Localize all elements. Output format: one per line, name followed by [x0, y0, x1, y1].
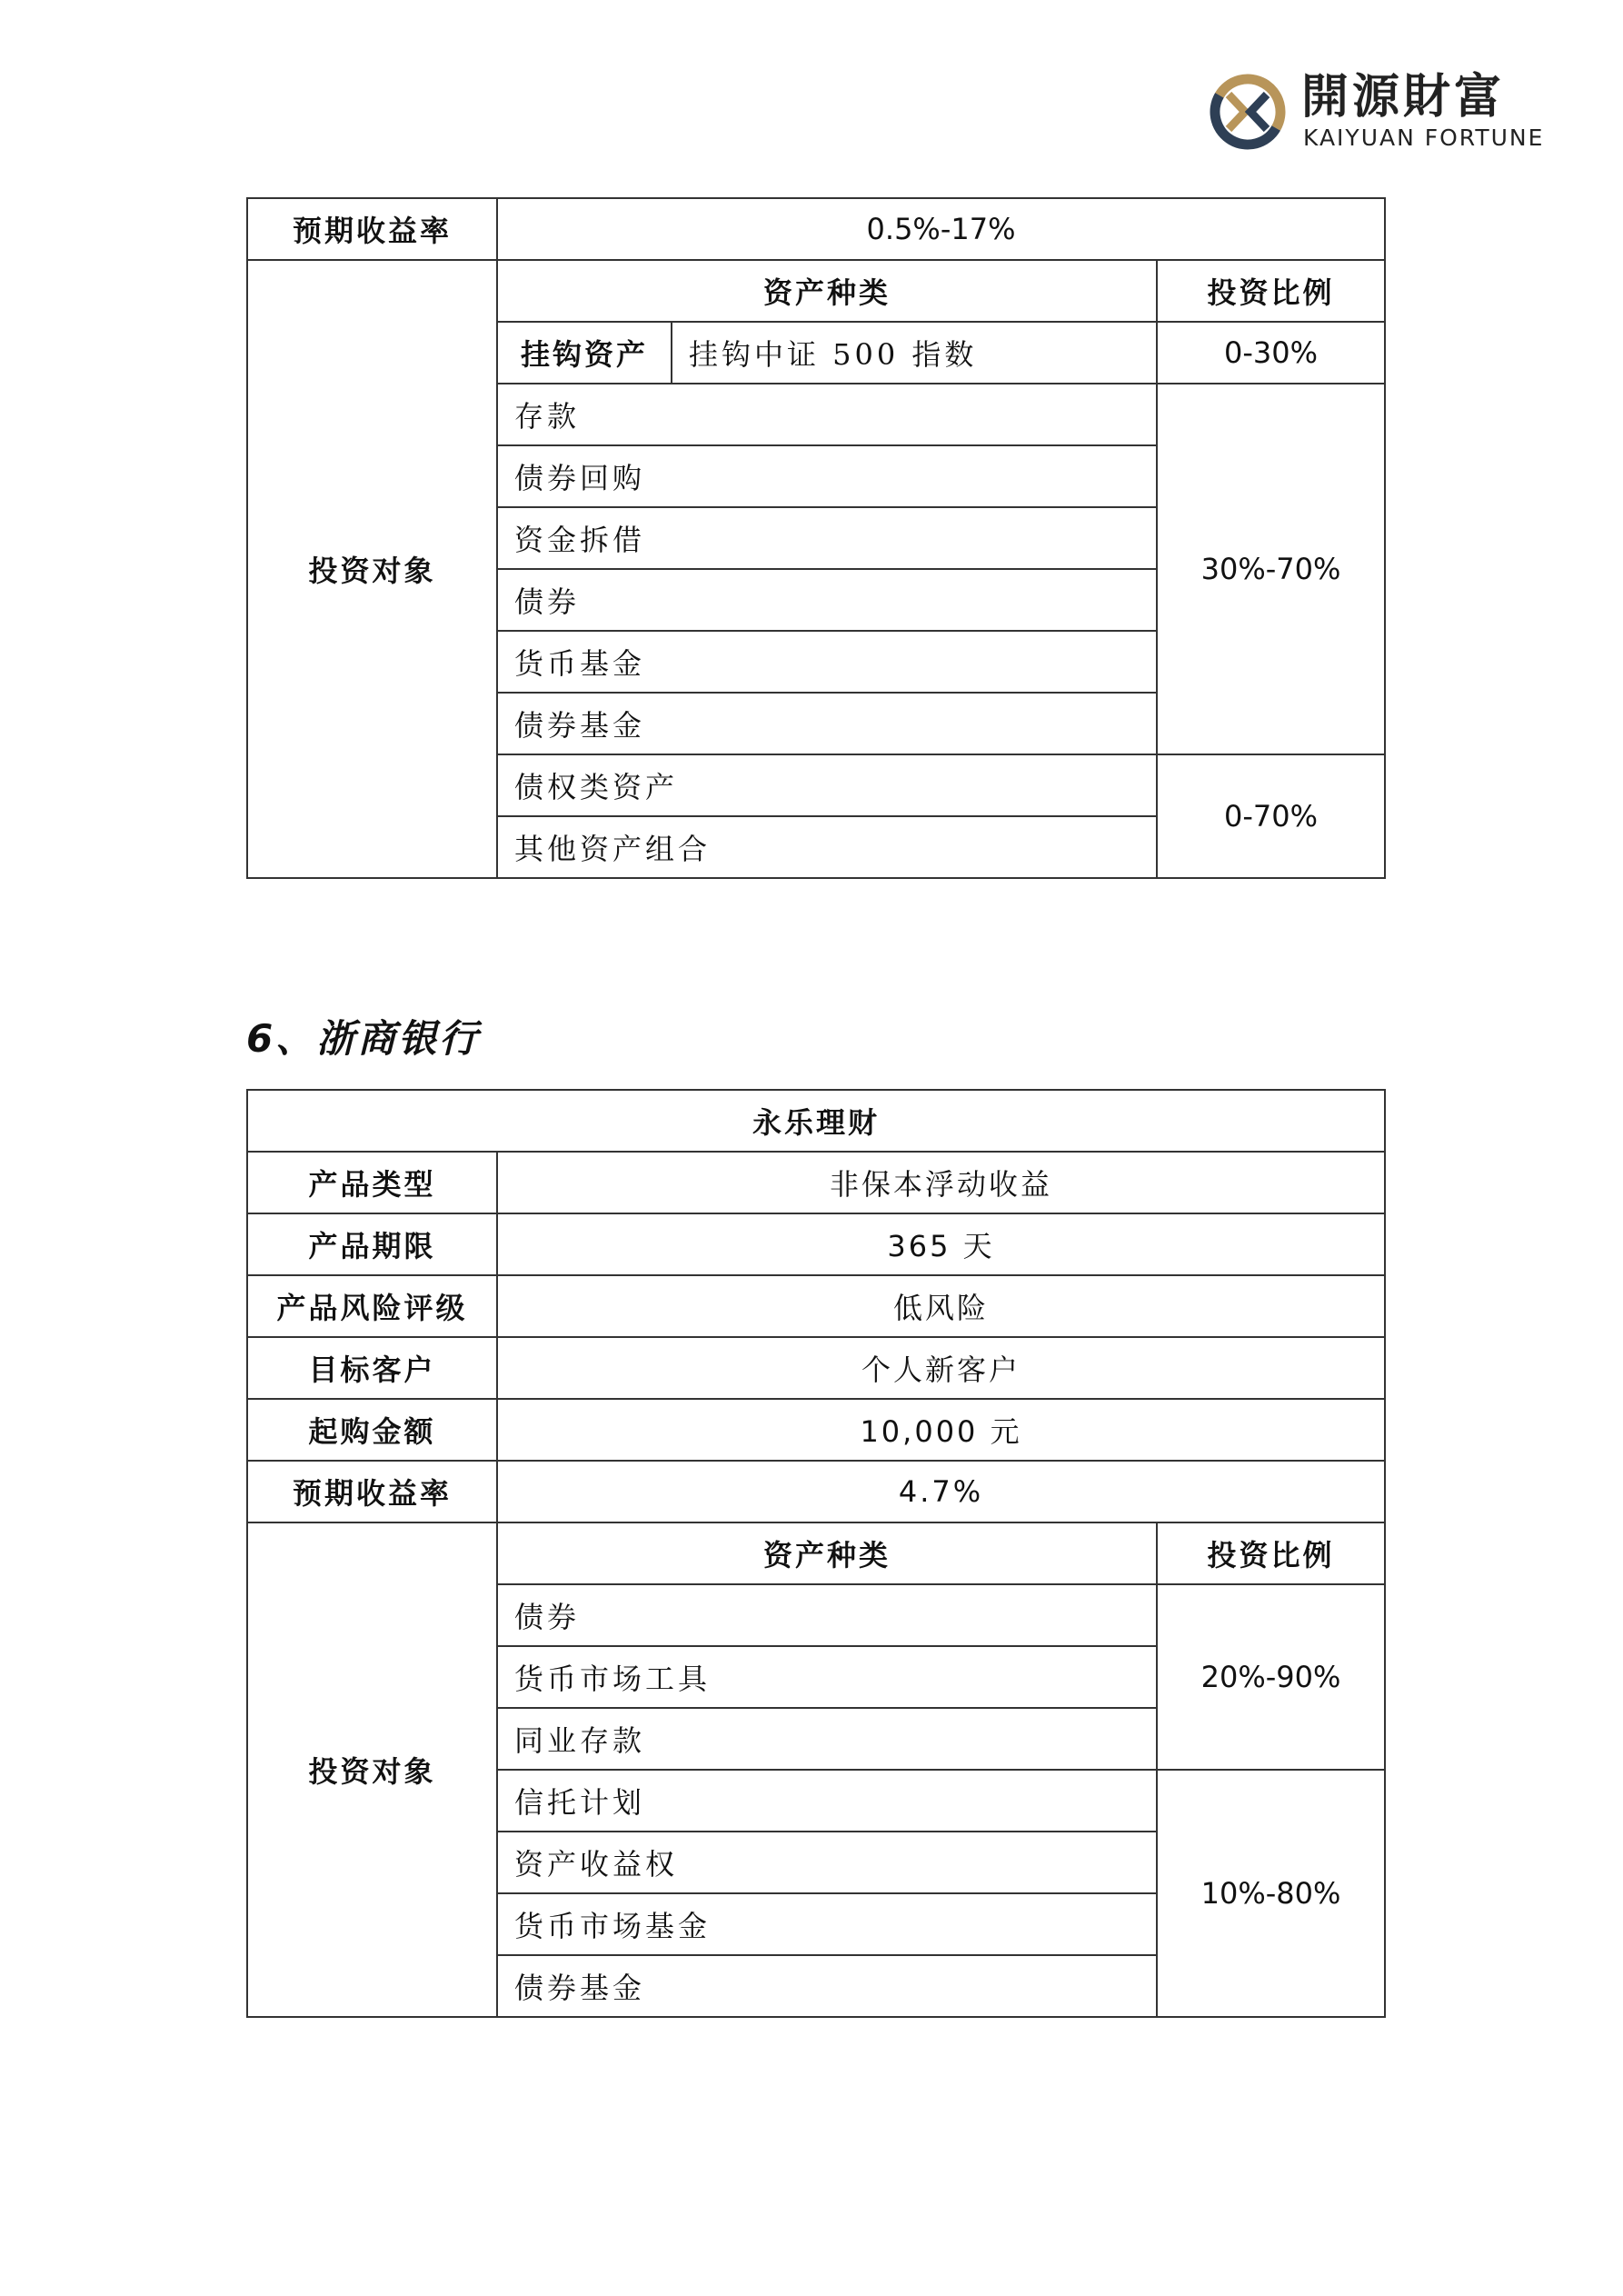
- product-table-2: [246, 1089, 1386, 2018]
- asset-item: 债权类资产: [497, 754, 1157, 816]
- row-label: 起购金额: [247, 1399, 497, 1461]
- asset-item: 其他资产组合: [497, 816, 1157, 878]
- asset-item: 资金拆借: [497, 507, 1157, 569]
- group-a-ratio: 30%-70%: [1157, 384, 1385, 754]
- asset-item: 货币市场工具: [497, 1646, 1157, 1708]
- row-value: 10,000 元: [497, 1399, 1385, 1461]
- section-heading: 6、浙商银行: [246, 1016, 481, 1061]
- kaiyuan-fortune-logo: [1209, 71, 1572, 153]
- asset-item: 货币基金: [497, 631, 1157, 693]
- linked-asset-ratio: 0-30%: [1157, 322, 1385, 384]
- row-value: 4.7%: [497, 1461, 1385, 1522]
- row-value: 365 天: [497, 1213, 1385, 1275]
- asset-item: 债券基金: [497, 1955, 1157, 2017]
- header-invest-ratio: 投资比例: [1157, 260, 1385, 322]
- asset-item: 同业存款: [497, 1708, 1157, 1770]
- asset-item: 债券回购: [497, 445, 1157, 507]
- invest-target-label: 投资对象: [247, 1522, 497, 2017]
- row-label: 产品风险评级: [247, 1275, 497, 1337]
- row-label: 预期收益率: [247, 1461, 497, 1522]
- row-label: 目标客户: [247, 1337, 497, 1399]
- logo-chinese-text: 開源財富: [1301, 70, 1506, 125]
- asset-item: 货币市场基金: [497, 1893, 1157, 1955]
- product-table-1: [246, 197, 1386, 879]
- header-asset-type: 资产种类: [497, 260, 1157, 322]
- row-value: 个人新客户: [497, 1337, 1385, 1399]
- linked-asset-label: 挂钩资产: [497, 322, 672, 384]
- row-value: 非保本浮动收益: [497, 1152, 1385, 1213]
- group-a-ratio: 20%-90%: [1157, 1584, 1385, 1770]
- header-invest-ratio: 投资比例: [1157, 1522, 1385, 1584]
- group-b-ratio: 0-70%: [1157, 754, 1385, 878]
- asset-item: 债券: [497, 1584, 1157, 1646]
- row-label: 产品期限: [247, 1213, 497, 1275]
- header-asset-type: 资产种类: [497, 1522, 1157, 1584]
- asset-item: 债券: [497, 569, 1157, 631]
- row-label: 产品类型: [247, 1152, 497, 1213]
- asset-item: 资产收益权: [497, 1832, 1157, 1893]
- kaiyuan-logo-icon: [1209, 73, 1287, 151]
- linked-asset-value: 挂钩中证 500 指数: [672, 322, 1157, 384]
- expected-return-label: 预期收益率: [247, 198, 497, 260]
- expected-return-value: 0.5%-17%: [497, 198, 1385, 260]
- row-value: 低风险: [497, 1275, 1385, 1337]
- group-b-ratio: 10%-80%: [1157, 1770, 1385, 2017]
- product-title: 永乐理财: [247, 1090, 1385, 1152]
- asset-item: 信托计划: [497, 1770, 1157, 1832]
- logo-english-text: KAIYUAN FORTUNE: [1303, 125, 1545, 151]
- invest-target-label: 投资对象: [247, 260, 497, 878]
- asset-item: 存款: [497, 384, 1157, 445]
- asset-item: 债券基金: [497, 693, 1157, 754]
